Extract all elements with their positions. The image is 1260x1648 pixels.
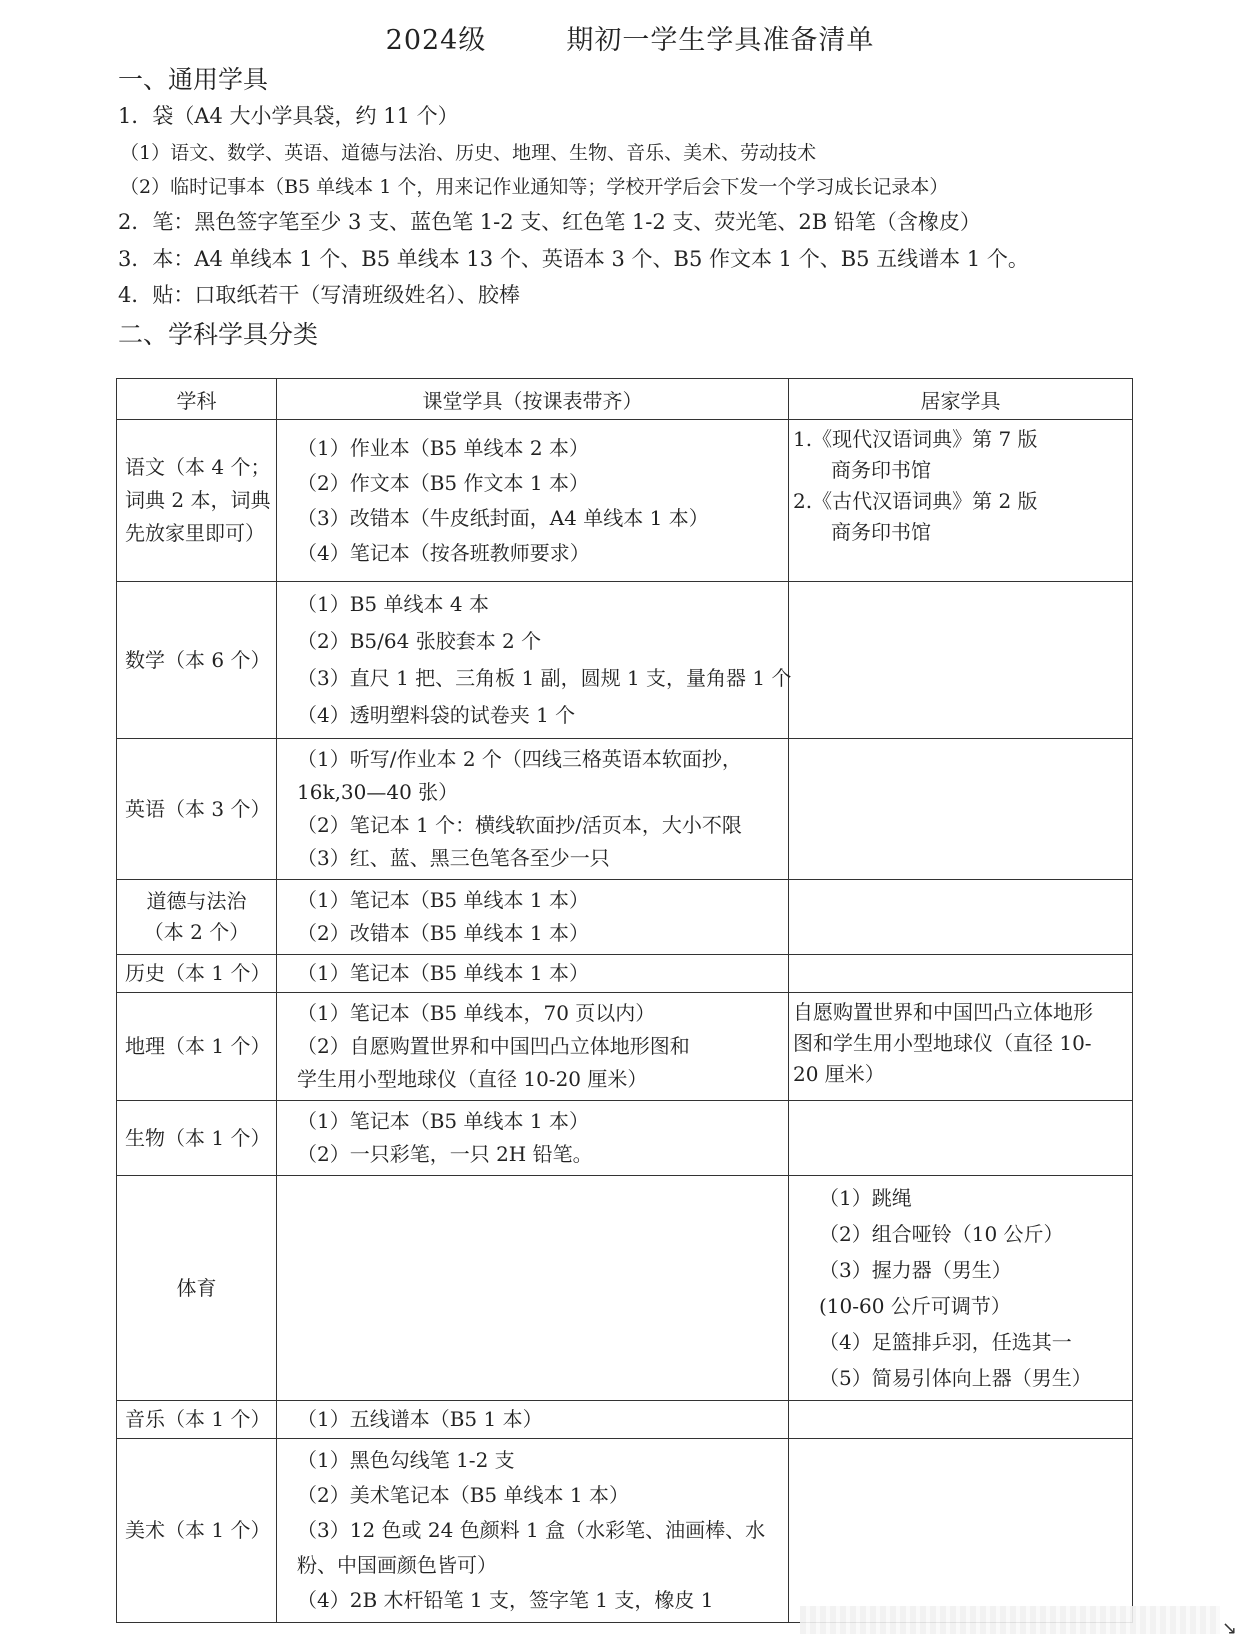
list-item: （1）作业本（B5 单线本 2 本） [297, 435, 589, 460]
list-item: 学生用小型地球仪（直径 10-20 厘米） [297, 1067, 648, 1091]
home-supplies-cell [789, 880, 1133, 955]
general-item-pens: 2．笔：黑色签字笔至少 3 支、蓝色笔 1-2 支、红色笔 1-2 支、荧光笔、2B 铅笔（含橡皮） [118, 210, 981, 234]
list-item: 2.《古代汉语词典》第 2 版 [793, 489, 1038, 513]
list-item: （2）改错本（B5 单线本 1 本） [297, 921, 589, 945]
list-item: （4）2B 木杆铅笔 1 支，签字笔 1 支，橡皮 1 [297, 1588, 714, 1612]
header-class-supplies: 课堂学具（按课表带齐） [277, 379, 789, 420]
list-item: 商务印书馆 [831, 520, 931, 544]
subject-cell: 历史（本 1 个） [117, 955, 277, 993]
section-heading-general: 一、通用学具 [118, 65, 269, 94]
subject-cell [117, 880, 277, 955]
class-supplies-cell [277, 955, 789, 993]
list-item: （1）笔记本（B5 单线本 1 本） [297, 961, 589, 985]
list-item: （1）跳绳 [819, 1186, 912, 1210]
subject-cell: 音乐（本 1 个） [117, 1401, 277, 1439]
table-row-music [117, 1401, 1133, 1439]
home-supplies-cell [789, 1101, 1133, 1176]
class-supplies-cell [277, 739, 789, 880]
class-supplies-cell [277, 880, 789, 955]
class-supplies-cell [277, 1401, 789, 1439]
list-item: 20 厘米） [793, 1062, 885, 1086]
subject-cell: 体育 [117, 1176, 277, 1401]
class-supplies-cell [277, 1101, 789, 1176]
class-supplies-cell [277, 420, 789, 582]
list-item: （1）笔记本（B5 单线本，70 页以内） [297, 1001, 656, 1025]
header-home-supplies: 居家学具 [789, 379, 1133, 420]
title-year: 2024级 [385, 25, 487, 56]
list-item: （2）B5/64 张胶套本 2 个 [297, 629, 542, 653]
list-item: （2）作文本（B5 作文本 1 本） [297, 470, 589, 495]
watermark-strip [800, 1606, 1220, 1634]
document-title [0, 18, 1260, 57]
list-item: （1）听写/作业本 2 个（四线三格英语本软面抄， [297, 747, 742, 771]
list-item: (10-60 公斤可调节） [819, 1294, 1011, 1318]
home-supplies-cell [789, 1439, 1133, 1623]
general-item-bags: 1．袋（A4 大小学具袋，约 11 个） [118, 104, 459, 128]
list-item: （3）握力器（男生） [819, 1258, 1012, 1282]
home-supplies-cell [789, 582, 1133, 739]
home-supplies-cell [789, 955, 1133, 993]
list-item: 自愿购置世界和中国凹凸立体地形 [793, 1000, 1093, 1024]
class-supplies-cell [277, 582, 792, 739]
table-header-row [117, 379, 1133, 420]
table-row-biology [117, 1101, 1133, 1176]
subject-cell: 数学（本 6 个） [117, 582, 277, 739]
general-item-notebook: （2）临时记事本（B5 单线本 1 个，用来记作业通知等；学校开学后会下发一个学习成长记录本） [120, 176, 949, 198]
home-supplies-cell [789, 420, 1133, 582]
table-row-art [117, 1439, 1133, 1623]
list-item: （4）足篮排乒羽，任选其一 [819, 1330, 1072, 1354]
title-main: 期初一学生学具准备清单 [566, 25, 875, 56]
subject-cell: 美术（本 1 个） [117, 1439, 277, 1623]
list-item: （5）简易引体向上器（男生） [819, 1366, 1092, 1390]
subject-cell: 英语（本 3 个） [117, 739, 277, 880]
list-item: （4）笔记本（按各班教师要求） [297, 540, 590, 565]
header-subject: 学科 [117, 379, 277, 420]
general-item-stickers: 4．贴：口取纸若干（写清班级姓名）、胶棒 [118, 283, 520, 307]
list-item: （3）12 色或 24 色颜料 1 盒（水彩笔、油画棒、水 [297, 1518, 766, 1542]
list-item: （2）组合哑铃（10 公斤） [819, 1222, 1064, 1246]
subject-cell: 地理（本 1 个） [117, 993, 277, 1101]
section-heading-subjects: 二、学科学具分类 [118, 320, 319, 349]
list-item: 商务印书馆 [831, 458, 931, 482]
list-item: （3）直尺 1 把、三角板 1 副，圆规 1 支，量角器 1 个 [297, 666, 792, 690]
home-supplies-cell [789, 739, 1133, 880]
list-item: （2）自愿购置世界和中国凹凸立体地形图和 [297, 1034, 690, 1058]
table-row-morality-law [117, 880, 1133, 955]
list-item: 粉、中国画颜色皆可） [297, 1553, 497, 1577]
list-item: 图和学生用小型地球仪（直径 10- [793, 1031, 1092, 1055]
home-supplies-cell [789, 1401, 1133, 1439]
table-row-math [117, 582, 1133, 739]
class-supplies-cell [277, 1439, 789, 1623]
corner-arrow-icon: ↘ [1222, 1618, 1238, 1639]
home-supplies-cell [789, 1176, 1133, 1401]
subject-cell: 语文（本 4 个；词典 2 本，词典先放家里即可） [117, 420, 277, 582]
table-row-pe [117, 1176, 1133, 1401]
general-item-bags-subjects: （1）语文、数学、英语、道德与法治、历史、地理、生物、音乐、美术、劳动技术 [120, 142, 817, 164]
list-item: （1）笔记本（B5 单线本 1 本） [297, 888, 589, 912]
list-item: （2）美术笔记本（B5 单线本 1 本） [297, 1483, 629, 1507]
list-item: （3）红、蓝、黑三色笔各至少一只 [297, 846, 610, 870]
general-item-books: 3．本：A4 单线本 1 个、B5 单线本 13 个、英语本 3 个、B5 作文本 1 个、B5 五线谱本 1 个。 [118, 247, 1029, 271]
table-row-history [117, 955, 1133, 993]
list-item: （1）B5 单线本 4 本 [297, 592, 489, 616]
class-supplies-cell [277, 993, 789, 1101]
home-supplies-cell [789, 993, 1133, 1101]
list-item: （2）笔记本 1 个：横线软面抄/活页本，大小不限 [297, 813, 742, 837]
class-supplies-cell [277, 1176, 789, 1401]
list-item: （1）笔记本（B5 单线本 1 本） [297, 1109, 589, 1133]
subject-label: 道德与法治（本 2 个） [143, 889, 250, 944]
list-item: （4）透明塑料袋的试卷夹 1 个 [297, 703, 576, 727]
list-item: （3）改错本（牛皮纸封面，A4 单线本 1 本） [297, 505, 709, 530]
list-item: （1）五线谱本（B5 1 本） [297, 1407, 543, 1431]
list-item: 1.《现代汉语词典》第 7 版 [793, 427, 1038, 451]
list-item: （1）黑色勾线笔 1-2 支 [297, 1448, 515, 1472]
subject-cell: 生物（本 1 个） [117, 1101, 277, 1176]
list-item: （2）一只彩笔，一只 2H 铅笔。 [297, 1142, 593, 1166]
table-row-chinese [117, 420, 1133, 582]
table-row-geography [117, 993, 1133, 1101]
list-item: 16k,30—40 张） [297, 780, 459, 804]
supply-table [116, 378, 1133, 1623]
table-row-english [117, 739, 1133, 880]
